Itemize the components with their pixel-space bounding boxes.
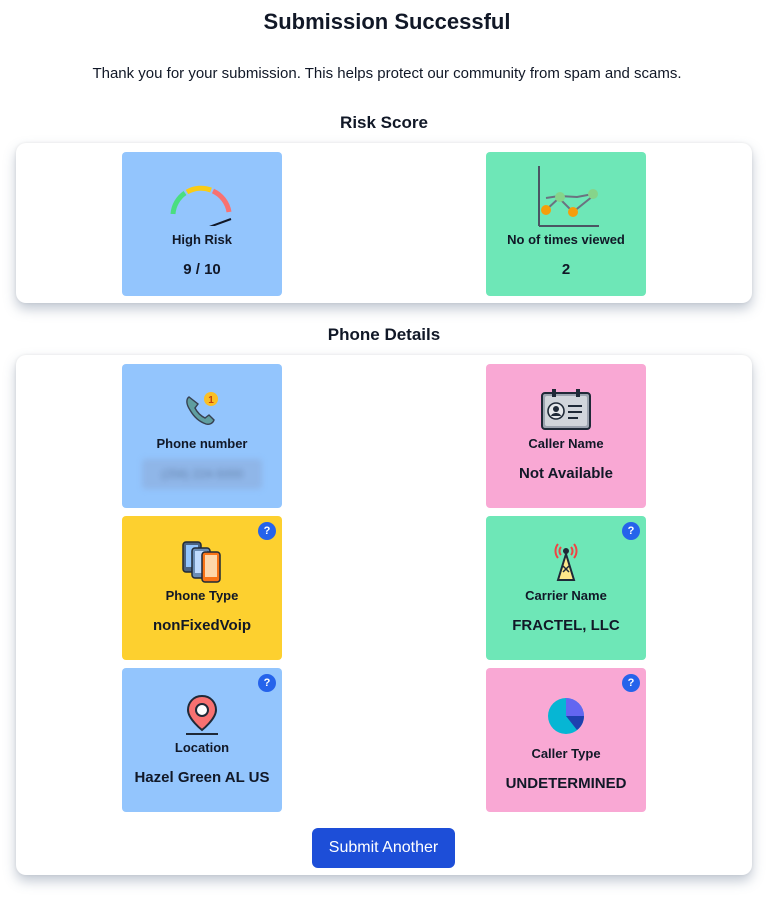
location-card xyxy=(122,668,282,812)
carrier-name-card xyxy=(486,516,646,660)
devices-icon xyxy=(180,540,224,584)
location-value: Hazel Green AL US xyxy=(134,769,270,786)
risk-score-heading: Risk Score xyxy=(340,113,428,132)
submit-another-button[interactable]: Submit Another xyxy=(312,828,455,868)
id-card-icon xyxy=(540,387,592,431)
phone-type-label: Phone Type xyxy=(165,588,239,603)
carrier-name-help-icon[interactable]: ? xyxy=(622,522,640,540)
page-title: Submission Successful xyxy=(263,9,511,34)
pie-chart-icon xyxy=(546,696,586,736)
phone-details-panel xyxy=(16,355,752,875)
phone-notification-icon xyxy=(182,391,222,429)
risk-score-panel xyxy=(16,143,752,303)
gauge-icon xyxy=(167,182,237,226)
phone-number-card xyxy=(122,364,282,508)
carrier-name-value: FRACTEL, LLC xyxy=(512,617,620,634)
page-subtitle: Thank you for your submission. This helps protect our community from spam and scams. xyxy=(92,65,682,82)
caller-name-card xyxy=(486,364,646,508)
antenna-icon xyxy=(549,540,583,582)
caller-name-value: Not Available xyxy=(519,465,613,482)
phone-type-value: nonFixedVoip xyxy=(152,617,252,634)
caller-type-help-icon[interactable]: ? xyxy=(622,674,640,692)
line-chart-icon xyxy=(531,164,601,230)
risk-score-card xyxy=(122,152,282,296)
phone-details-heading: Phone Details xyxy=(327,325,441,344)
location-label: Location xyxy=(174,740,230,755)
caller-type-card xyxy=(486,668,646,812)
phone-type-help-icon[interactable]: ? xyxy=(258,522,276,540)
caller-type-label: Caller Type xyxy=(531,746,601,761)
location-help-icon[interactable]: ? xyxy=(258,674,276,692)
carrier-name-label: Carrier Name xyxy=(525,588,607,603)
svg-text:1: 1 xyxy=(208,395,214,406)
caller-name-label: Caller Name xyxy=(528,436,604,451)
phone-number-label: Phone number xyxy=(156,436,248,451)
phone-type-card xyxy=(122,516,282,660)
risk-level-label: High Risk xyxy=(172,232,232,247)
views-card xyxy=(486,152,646,296)
views-label: No of times viewed xyxy=(507,232,625,247)
phone-number-value: (256) 224-5000 xyxy=(142,459,262,489)
views-value: 2 xyxy=(561,261,571,278)
map-pin-icon xyxy=(184,694,220,736)
caller-type-value: UNDETERMINED xyxy=(505,775,627,792)
risk-score-value: 9 / 10 xyxy=(183,261,221,278)
